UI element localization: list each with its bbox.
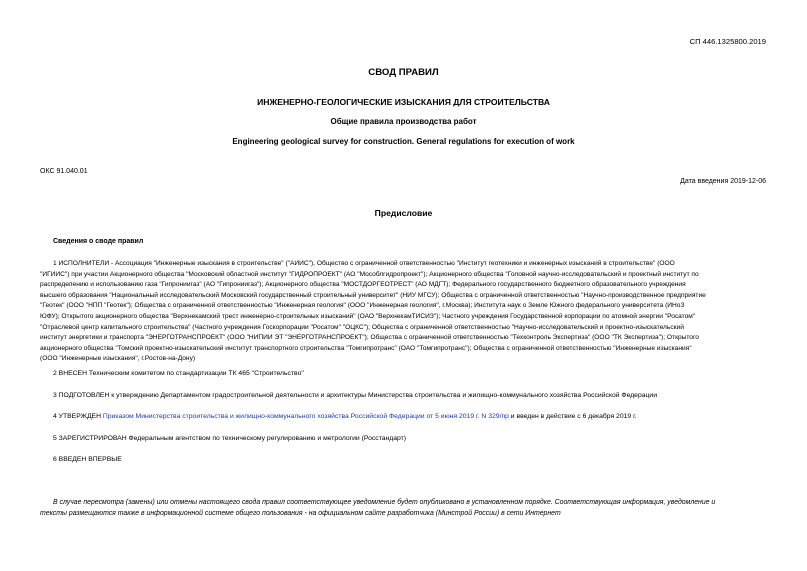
introduction-date: Дата введения 2019-12-06 <box>680 178 766 185</box>
paragraph-line: распределению и использованию газа "Гипрониигаз" (АО "Гипрониигаз"); Акционерного общества "МОСТДОРГЕОТРЕСТ" (АО МДГТ); Федерального государственного бюджетного образовательного учреждения <box>40 281 686 289</box>
note-line: В случае пересмотра (замены) или отмены настоящего свода правил соответствующее уведомление будет опубликовано в установленном порядке. Соответствующая информация, уведомление и <box>53 499 716 506</box>
item-4-prefix: 4 УТВЕРЖДЕН <box>53 413 103 420</box>
info-heading: Сведения о своде правил <box>53 238 144 245</box>
document-title-en: Engineering geological survey for construction. General regulations for execution of work <box>232 137 575 146</box>
executors-paragraph <box>40 259 807 365</box>
item-2-introduced: 2 ВНЕСЕН Техническим комитетом по стандартизации ТК 465 "Строительство" <box>53 370 304 377</box>
paragraph-line: "ИГИИС") при участии Акционерного общества "Московский областной институт "ГИДРОПРОЕКТ" (АО "Мособлгидропроект"); Акционерного общества "Головной научно-исследовательский и проектный институт по <box>40 270 699 278</box>
document-code: СП 446.1325800.2019 <box>689 37 766 46</box>
paragraph-line: высшего образования "Национальный исследовательский Московский государственный строительный университет" (НИУ МГСУ); Общества с ограниченной ответственностью "Научно-производственное предприятие <box>40 291 706 299</box>
item-4-suffix: и введен в действие с 6 декабря 2019 г. <box>508 413 637 420</box>
approval-order-link[interactable]: Приказом Министерства строительства и жилищно-коммунального хозяйства Российской Федерации от 5 июня 2019 г. N 329/пр <box>102 413 509 420</box>
preface-heading: Предисловие <box>374 208 433 218</box>
paragraph-line: 1 ИСПОЛНИТЕЛИ - Ассоциация "Инженерные изыскания в строительстве" ("АИИС"), Общество с ограниченной ответственностью "Институт геотехники и инженерных изысканий в строительстве" (ООО <box>53 260 675 267</box>
document-subtitle-ru: Общие правила производства работ <box>330 117 477 126</box>
document-title-ru: ИНЖЕНЕРНО-ГЕОЛОГИЧЕСКИЕ ИЗЫСКАНИЯ ДЛЯ СТРОИТЕЛЬСТВА <box>257 97 550 107</box>
document-type-title: СВОД ПРАВИЛ <box>368 67 439 78</box>
paragraph-line: "Геотек" (ООО "НПП "Геотек"); Общества с ограниченной ответственностью "Инженерная геология" (ООО "Инженерная геология", г.Москва); Института наук о Земле Южного федерального университета (ИНоЗ <box>40 302 685 310</box>
oks-code: ОКС 91.040.01 <box>40 168 88 175</box>
item-6-first-introduced: 6 ВВЕДЕН ВПЕРВЫЕ <box>53 456 122 463</box>
note-line: тексты размещаются также в информационной системе общего пользования - на официальном сайте разработчика (Минстрой России) в сети Интернет <box>40 510 561 517</box>
item-4-approved <box>53 413 637 420</box>
paragraph-line: (ООО "Инженерные изыскания", г.Ростов-на-Дону) <box>40 355 196 363</box>
paragraph-line: "Отраслевой центр капитального строительства" (Частного учреждения Госкорпорации "Росатом" "ОЦКС"); Общества с ограниченной ответственностью "Научно-исследовательский и проектно-изыскательский <box>40 323 684 331</box>
paragraph-line: институт энергетики и транспорта "ЭНЕРГОТРАНСПРОЕКТ" (ООО "НИПИИ ЭТ "ЭНЕРГОТРАНСПРОЕКТ"); Общества с ограниченной ответственностью "Техконтроль Экспертиза" (ООО "ТК Экспертиза"); Открытого <box>40 334 699 342</box>
item-3-prepared: 3 ПОДГОТОВЛЕН к утверждению Департаментом градостроительной деятельности и архитектуры Министерства строительства и жилищно-коммунального хозяйства Российской Федерации <box>53 392 658 399</box>
revision-note <box>40 497 807 519</box>
paragraph-line: ЮФУ); Открытого акционерного общества "Верхнекамский трест инженерно-строительных изысканий" (ОАО "ВерхнекамТИСИЗ"); Частного учреждения Государственной корпорации по атомной энергии "Росатом" <box>40 312 696 320</box>
paragraph-line: акционерного общества "Томский проектно-изыскательский институт транспортного строительства "Томгипротранс" (ОАО "Томгипротранс"); Общества с ограниченной ответственностью "Инженерные изыскания" <box>40 344 692 352</box>
item-5-registered: 5 ЗАРЕГИСТРИРОВАН Федеральным агентством по техническому регулированию и метрологии (Росстандарт) <box>53 435 407 442</box>
